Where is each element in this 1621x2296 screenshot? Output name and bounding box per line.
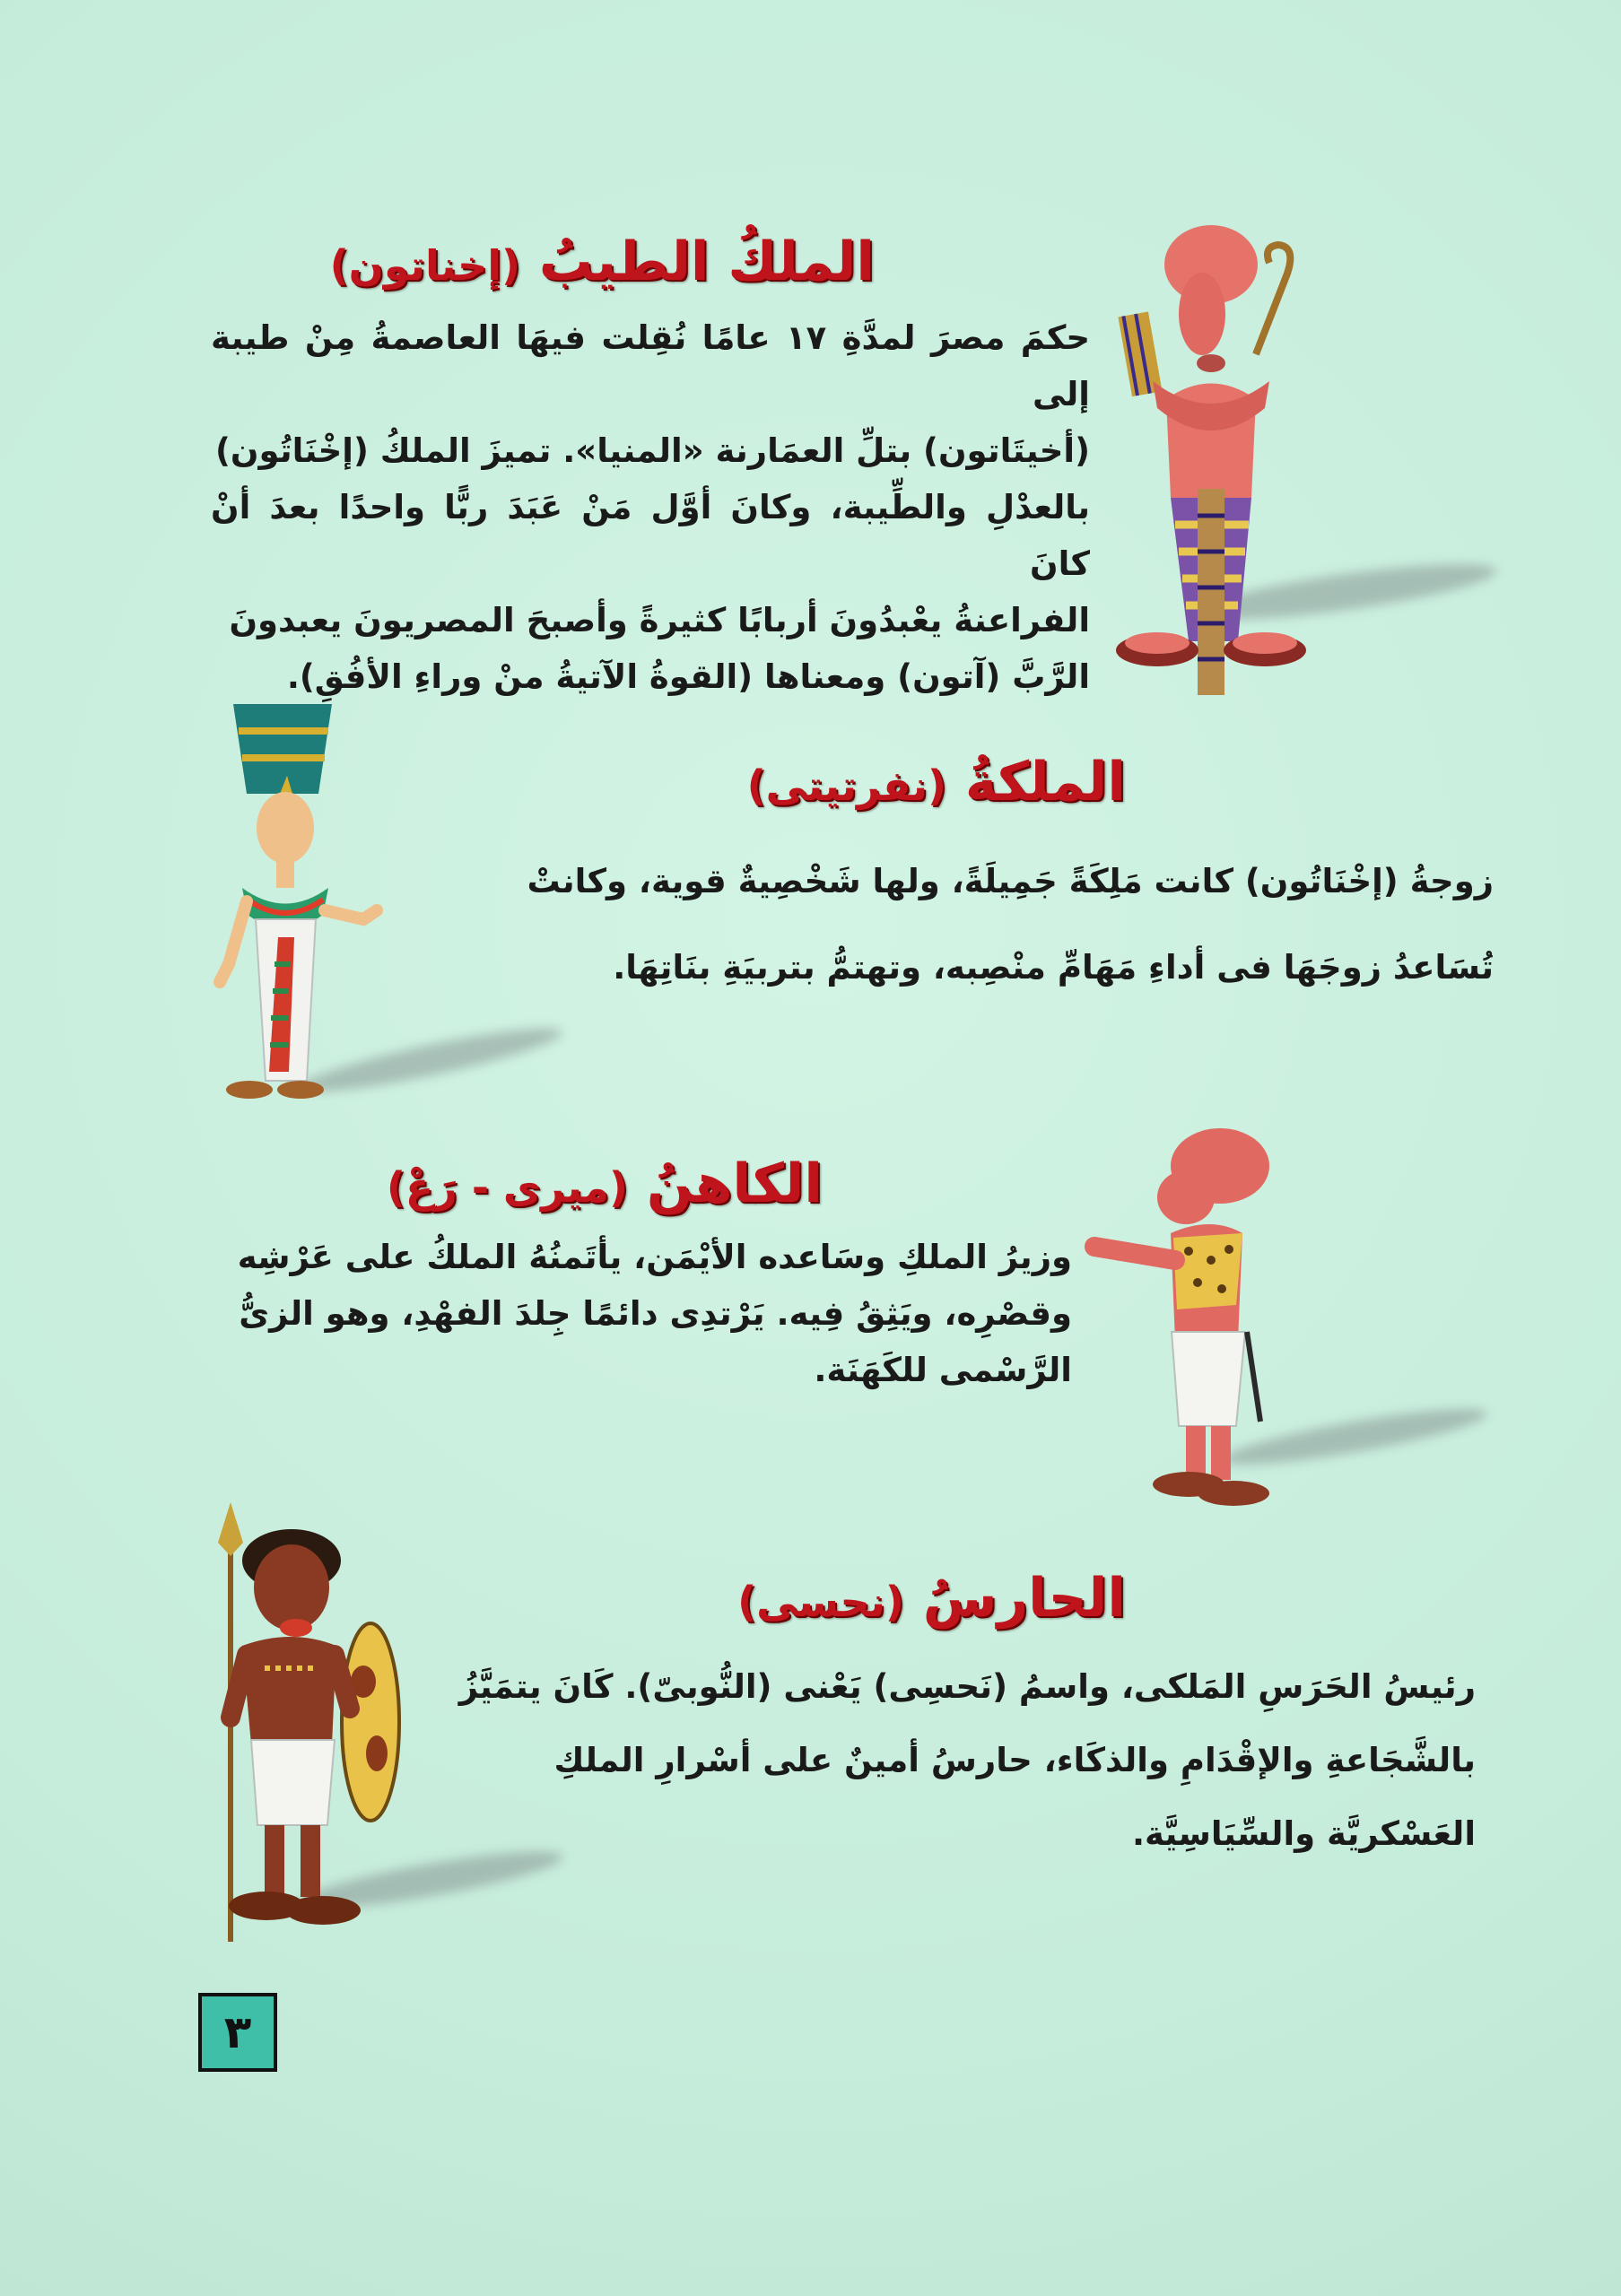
text-akhenaten-line: بالعدْلِ والطِّيبة، وكانَ أوَّل مَنْ عَبَدَ ربًّا واحدًا بعدَ أنْ كانَ bbox=[211, 488, 1090, 583]
text-nefertiti-line: تُسَاعدُ زوجَهَا فى أداءِ مَهَامِّ منْصِبه، وتهتمُّ بتربيَةِ بنَاتِهَا. bbox=[613, 948, 1494, 987]
text-nefertiti-line: زوجةُ (إخْنَاتُون) كانت مَلِكَةً جَمِيلَةً، ولها شَخْصِيةٌ قوية، وكانتْ bbox=[527, 862, 1494, 900]
title-nefertiti-name: (نفرتيتى) bbox=[746, 761, 947, 810]
text-akhenaten-line: الرَّبَّ (آتون) ومعناها (القوةُ الآتيةُ منْ وراءِ الأفُقِ). bbox=[286, 657, 1090, 696]
guard-illustration bbox=[202, 1502, 399, 1946]
text-priest-line: وزيرُ الملكِ وسَاعده الأيْمَن، يأتَمنُهُ الملكُ على عَرْشِه bbox=[237, 1238, 1072, 1276]
text-nefertiti bbox=[390, 839, 1494, 1011]
text-priest-line: الرَّسْمى للكَهَنَة. bbox=[814, 1351, 1072, 1389]
text-akhenaten bbox=[211, 309, 1090, 705]
title-akhenaten-name: (إخناتون) bbox=[329, 241, 520, 290]
text-guard bbox=[417, 1650, 1476, 1871]
text-priest bbox=[211, 1229, 1072, 1398]
text-priest-line: وقصْرِه، ويَثِقُ فِيه. يَرْتدِى دائمًا جِلدَ الفهْدِ، وهو الزىُّ bbox=[239, 1294, 1072, 1333]
text-akhenaten-line: (أخيتَاتون) بتلِّ العمَارنة «المنيا». تميزَ الملكُ (إخْنَاتُون) bbox=[215, 431, 1090, 470]
akhenaten-illustration bbox=[1103, 220, 1310, 691]
title-priest-main: الكاهنُ bbox=[646, 1152, 823, 1215]
text-akhenaten-line: حكمَ مصرَ لمدَّةِ ١٧ عامًا نُقِلت فيهَا العاصمةُ مِنْ طيبة إلى bbox=[211, 318, 1090, 413]
text-guard-line: العَسْكريَّة والسِّيَاسِيَّة. bbox=[1131, 1814, 1476, 1853]
page-number: ٣ bbox=[198, 1993, 277, 2072]
text-guard-line: بالشَّجَاعةِ والإقْدَامِ والذكَاء، حارسُ أمينٌ على أسْرارِ الملكِ bbox=[553, 1741, 1476, 1779]
text-guard-line: رئيسُ الحَرَسِ المَلكى، واسمُ (نَحسِى) يَعْنى (النُّوبىّ). كَانَ يتمَيَّزُ bbox=[458, 1667, 1476, 1706]
title-akhenaten-main: الملكُ الطيبُ bbox=[538, 230, 875, 293]
title-guard bbox=[737, 1567, 1126, 1630]
title-nefertiti bbox=[746, 751, 1126, 813]
title-priest bbox=[386, 1152, 823, 1215]
title-nefertiti-main: الملكةُ bbox=[964, 751, 1126, 813]
title-priest-name: (ميرى - رَعْ) bbox=[386, 1163, 628, 1212]
title-guard-main: الحارسُ bbox=[922, 1567, 1126, 1630]
title-akhenaten bbox=[329, 230, 875, 293]
priest-illustration bbox=[1085, 1117, 1301, 1507]
nefertiti-illustration bbox=[206, 695, 368, 1112]
title-guard-name: (نحسى) bbox=[737, 1578, 904, 1626]
text-akhenaten-line: الفراعنةُ يعْبدُونَ أربابًا كثيرةً وأصبحَ المصريونَ يعبدونَ bbox=[229, 601, 1090, 639]
